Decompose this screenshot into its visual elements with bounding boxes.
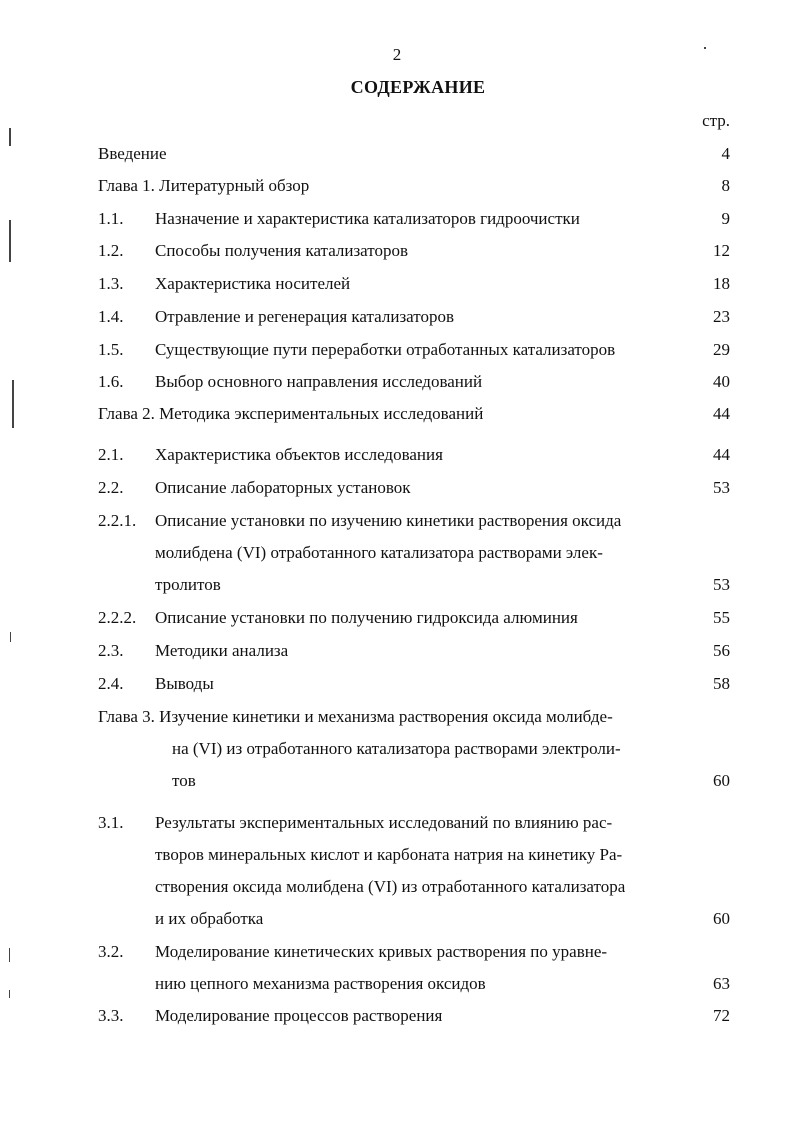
page-title: СОДЕРЖАНИЕ xyxy=(350,77,486,97)
toc-entry-number: 1.1. xyxy=(98,209,124,228)
toc-entry-label-line: нию цепного механизма растворения оксидов xyxy=(155,974,486,993)
toc-chapter-3-label-line: на (VI) из отработанного катализатора растворами электроли- xyxy=(172,739,621,758)
toc-entry-page: 18 xyxy=(713,274,730,293)
scan-artifact xyxy=(12,380,14,428)
toc-entry-page: 12 xyxy=(713,241,730,260)
scan-artifact xyxy=(9,990,10,998)
toc-chapter-2-page: 44 xyxy=(713,404,730,423)
toc-entry-label: Назначение и характеристика катализаторов гидроочистки xyxy=(155,209,580,228)
toc-entry-page: 72 xyxy=(713,1006,730,1025)
toc-entry-number: 1.4. xyxy=(98,307,124,326)
toc-chapter-3-label-line: тов xyxy=(172,771,196,790)
toc-entry-number: 2.3. xyxy=(98,641,124,660)
toc-entry-label: Существующие пути переработки отработанных катализаторов xyxy=(155,340,616,359)
pages-column-header: стр. xyxy=(702,111,730,130)
toc-entry-label: Характеристика объектов исследования xyxy=(155,445,443,464)
toc-chapter-2-label: Глава 2. Методика экспериментальных исследований xyxy=(98,404,484,423)
toc-entry-label: Методики анализа xyxy=(155,641,289,660)
toc-entry-label: Характеристика носителей xyxy=(155,274,351,293)
toc-entry-page: 55 xyxy=(713,608,730,627)
toc-entry-label: Отравление и регенерация катализаторов xyxy=(155,307,454,326)
toc-entry-label: Способы получения катализаторов xyxy=(155,241,409,260)
scan-artifact xyxy=(10,632,11,642)
toc-entry-number: 1.2. xyxy=(98,241,124,260)
toc-chapter-1-label: Глава 1. Литературный обзор xyxy=(98,176,310,195)
toc-chapter-1-page: 8 xyxy=(721,176,730,195)
toc-entry-number: 1.5. xyxy=(98,340,124,359)
toc-entry-page: 44 xyxy=(713,445,730,464)
toc-entry-label: Описание лабораторных установок xyxy=(155,478,411,497)
toc-entry-page: 23 xyxy=(713,307,730,326)
toc-entry-label-line: Описание установки по изучению кинетики растворения оксида xyxy=(155,511,622,530)
toc-entry-label: Выводы xyxy=(155,674,214,693)
toc-entry-intro-page: 4 xyxy=(721,144,730,163)
toc-entry-label: Моделирование процессов растворения xyxy=(155,1006,443,1025)
toc-entry-intro-label: Введение xyxy=(98,144,167,163)
scan-artifact xyxy=(9,128,11,146)
toc-entry-number: 2.2.2. xyxy=(98,608,137,627)
toc-entry-number: 1.6. xyxy=(98,372,124,391)
page-number: 2 xyxy=(392,45,402,64)
toc-chapter-3-page: 60 xyxy=(713,771,730,790)
toc-entry-page: 9 xyxy=(721,209,730,228)
toc-entry-number: 2.4. xyxy=(98,674,124,693)
toc-entry-page: 53 xyxy=(713,575,730,594)
toc-entry-label: Описание установки по получению гидроксида алюминия xyxy=(155,608,578,627)
toc-entry-page: 56 xyxy=(713,641,730,660)
toc-entry-number: 3.2. xyxy=(98,942,124,961)
toc-entry-label-line: тролитов xyxy=(155,575,221,594)
toc-entry-label: Выбор основного направления исследований xyxy=(155,372,483,391)
toc-entry-label-line: молибдена (VI) отработанного катализатора растворами элек- xyxy=(155,543,603,562)
scan-artifact xyxy=(9,948,10,962)
toc-entry-page: 60 xyxy=(713,909,730,928)
toc-entry-page: 63 xyxy=(713,974,730,993)
scan-artifact xyxy=(9,220,11,262)
toc-entry-label-line: Моделирование кинетических кривых растворения по уравне- xyxy=(155,942,608,961)
toc-entry-page: 58 xyxy=(713,674,730,693)
toc-entry-number: 3.3. xyxy=(98,1006,124,1025)
toc-entry-label-line: творов минеральных кислот и карбоната натрия на кинетику Ра- xyxy=(155,845,623,864)
toc-entry-page: 53 xyxy=(713,478,730,497)
toc-entry-number: 2.2. xyxy=(98,478,124,497)
toc-entry-number: 2.1. xyxy=(98,445,124,464)
toc-entry-number: 2.2.1. xyxy=(98,511,137,530)
toc-entry-number: 1.3. xyxy=(98,274,124,293)
toc-entry-page: 29 xyxy=(713,340,730,359)
toc-entry-label-line: створения оксида молибдена (VI) из отработанного катализатора xyxy=(155,877,626,896)
toc-entry-label-line: и их обработка xyxy=(155,909,264,928)
toc-entry-page: 40 xyxy=(713,372,730,391)
toc-chapter-3-label-line: Глава 3. Изучение кинетики и механизма растворения оксида молибде- xyxy=(98,707,613,726)
toc-entry-number: 3.1. xyxy=(98,813,124,832)
scan-artifact xyxy=(704,47,706,49)
toc-entry-label-line: Результаты экспериментальных исследований по влиянию рас- xyxy=(155,813,613,832)
